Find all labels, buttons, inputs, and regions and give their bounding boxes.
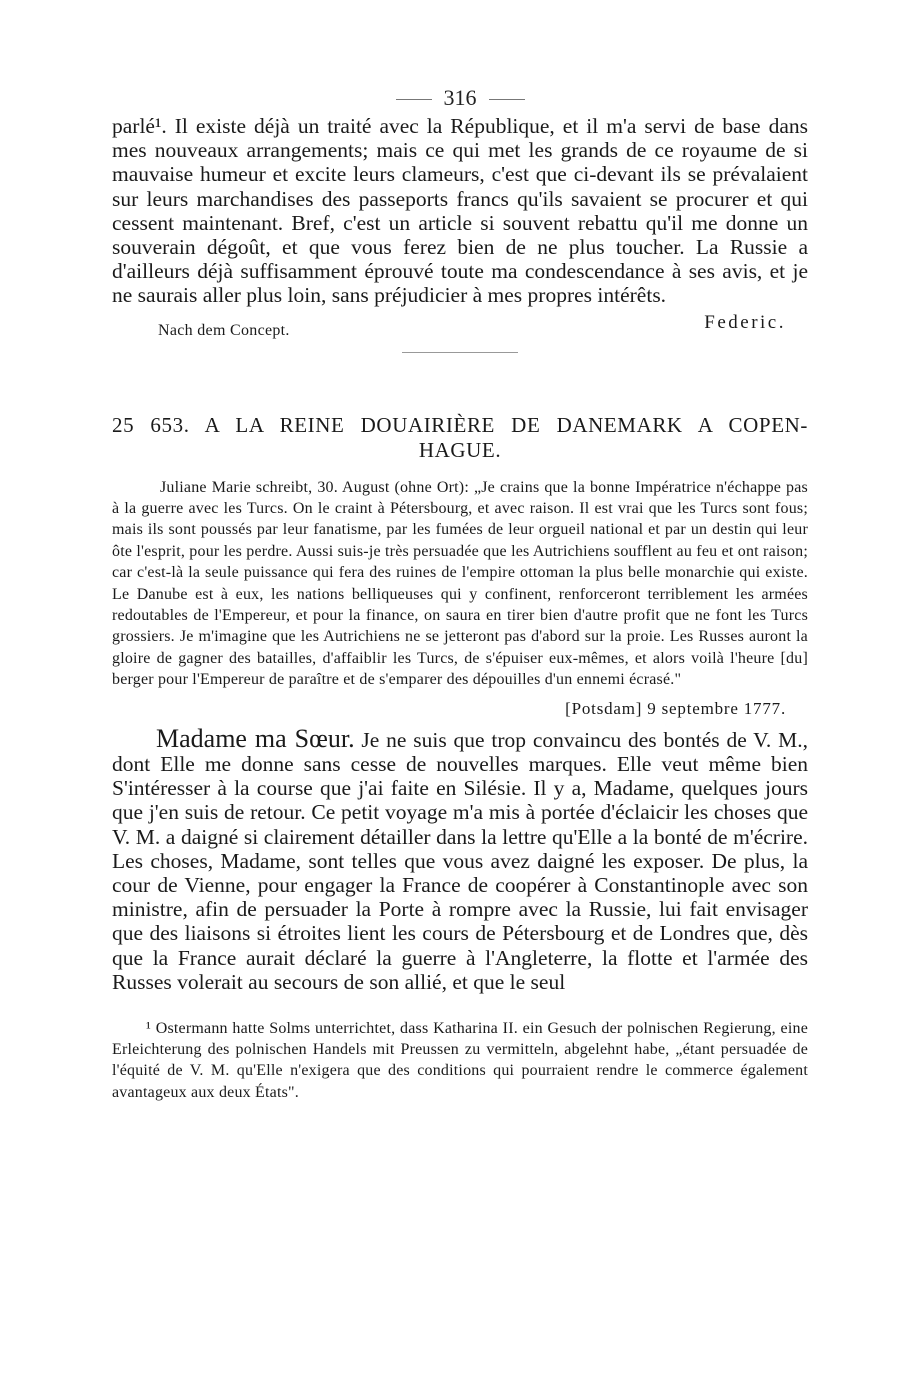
page-number-line — [112, 82, 808, 114]
previous-letter-paragraph: parlé¹. Il existe déjà un traité avec la République, et il m'a servi de base dans mes nouveaux arrangements; mais ce qui met les grands de ce royaume de si mauvaise humeur et excite leurs clameurs, c'est que ci-devant ils se prévalaient sur leurs marchandises des passeports francs qu'ils savaient se procurer et qui cessent maintenant. Bref, c'est un article si souvent rebattu qu'il me donne un souverain dégoût, et que vous ferez bien de ne plus toucher. La Russie a d'ailleurs déjà suffisamment éprouvé toute ma condescendance à ses avis, et je ne saurais aller plus loin, sans préjudicier à mes propres intérêts. — [112, 114, 808, 308]
source-note: Nach dem Concept. — [158, 321, 290, 339]
footnote — [112, 1018, 808, 1103]
signature-block — [112, 310, 808, 350]
page-number-dash-right — [489, 99, 525, 100]
page-number: 316 — [443, 85, 477, 110]
document-page — [112, 82, 808, 1103]
signature: Federic. — [704, 311, 786, 333]
summary-paragraph: Juliane Marie schreibt, 30. August (ohne Ort): „Je crains que la bonne Impératrice n'échappe pas à la guerre avec les Turcs. On le craint à Pétersbourg, et avec raison. Il est vrai que les Turcs sont fous; mais ils sont poussés par leur fanatisme, par les fumées de leur orgueil national et par un destin qui leur ôte l'esprit, pour les perdre. Aussi suis-je très persuadée que les Autrichiens soufflent au feu et ont raison; car c'est-là la seule puissance qui fera des ruines de l'empire ottoman la plus belle monarchie qui existe. Le Danube est à eux, les nations belliqueuses qui y confinent, renforceront terriblement les armées redoutables de l'Empereur, et pour la finance, on saura en tirer bien d'autre profit que ne font les Turcs grossiers. Je m'imagine que les Autrichiens ne se jetteront pas d'abord sur la proie. Les Russes auront la gloire de gagner des batailles, d'affaiblir les Turcs, de s'épuiser eux-mêmes, et alors voilà l'heure [du] berger pour l'Empereur de paraître et de s'emparer des dépouilles d'un ennemi écrasé." — [112, 478, 808, 689]
footnote-text: ¹ Ostermann hatte Solms unterrichtet, dass Katharina II. ein Gesuch der polnischen Regierung, eine Erleichterung des polnischen Handels mit Preussen zu vermitteln, abgelehnt habe, „étant persuadée de l'équité de V. M. qu'Elle n'exigera que des conditions qui pourraient rendre le commerce également avantageux aux deux États". — [112, 1019, 808, 1101]
letter-text: Je ne suis que trop convaincu des bontés de V. M., dont Elle me donne sans cesse de nouvelles marques. Elle veut même bien S'intéresser à la course que j'ai faite en Silésie. Il y a, Madame, quelques jours que j'en suis de retour. Ce petit voyage m'a mis à portée d'éclaicir les choses que V. M. a daigné si clairement détailler dans la lettre qu'Elle a la bonté de m'écrire. Les choses, Madame, sont telles que vous avez daigné les exposer. De plus, la cour de Vienne, pour engager la France de coopérer à Constantinople avec son ministre, afin de persuader la Porte à rompre avec la Russie, lui fait envisager que des liaisons si étroites lient les cours de Pétersbourg et de Londres que, dès que la France aurait déclaré la guerre à l'Angleterre, la flotte et l'armée des Russes volerait au secours de son allié, et que le seul — [112, 727, 808, 994]
page-number-dash-left — [396, 99, 432, 100]
previous-letter-ending — [112, 114, 808, 308]
letter-heading — [112, 413, 808, 463]
section-divider — [402, 352, 518, 353]
salutation: Madame ma Sœur. — [156, 723, 355, 753]
letter-summary — [112, 477, 808, 691]
letter-paragraph — [112, 723, 808, 994]
letter-body — [112, 723, 808, 994]
heading-line-2: HAGUE. — [418, 437, 502, 462]
dateline: [Potsdam] 9 septembre 1777. — [565, 698, 786, 718]
heading-line-1: 25 653. A LA REINE DOUAIRIÈRE DE DANEMARK A COPEN- — [112, 412, 808, 437]
